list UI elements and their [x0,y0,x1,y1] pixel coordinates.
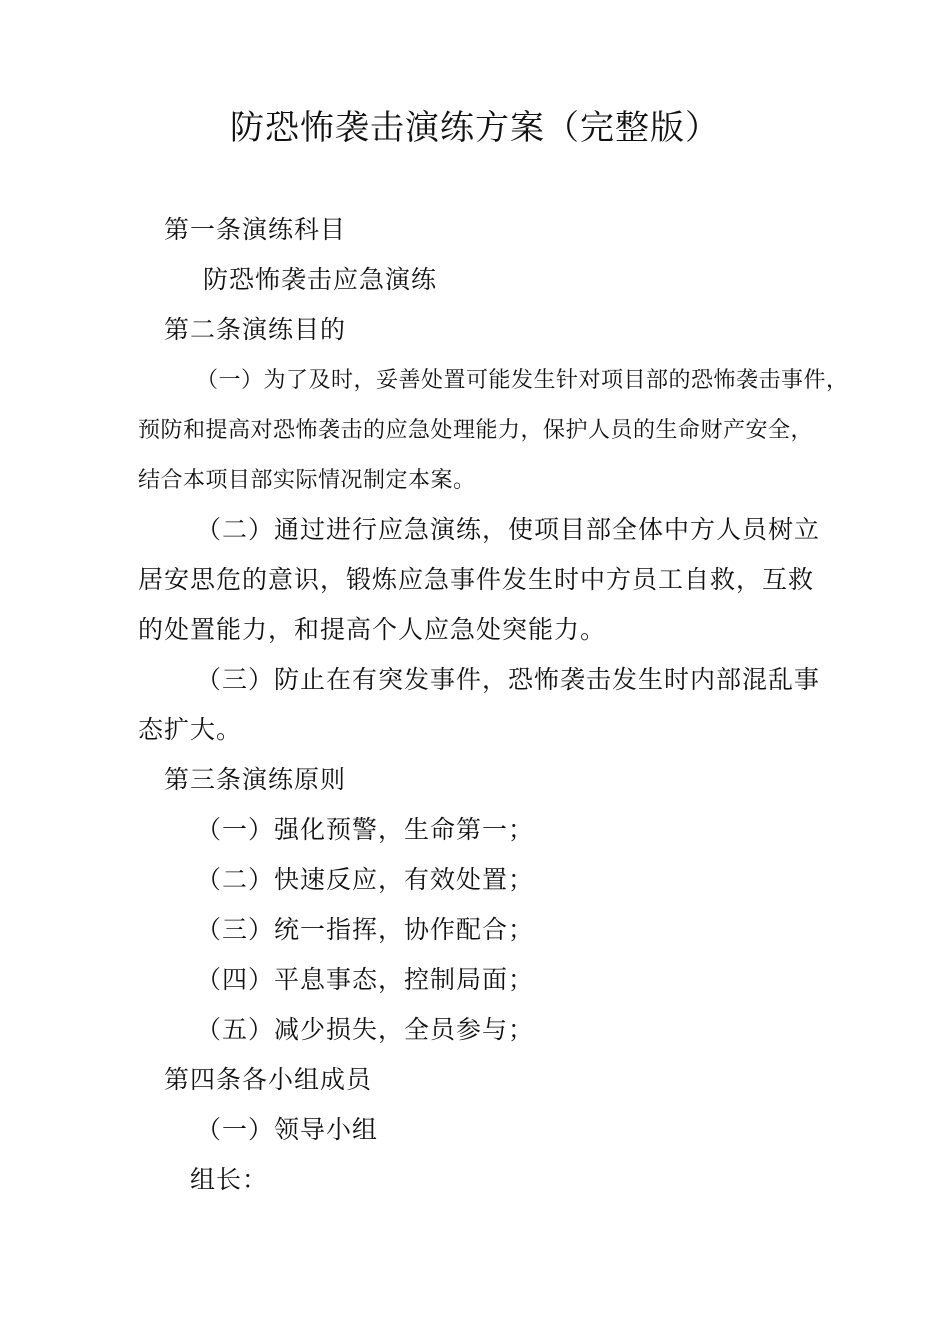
principle-item: （二）快速反应，有效处置； [196,865,535,894]
paragraph-line: 结合本项目部实际情况制定本案。 [138,468,476,493]
paragraph-line: （一）为了及时，妥善处置可能发生针对项目部的恐怖袭击事件， [196,368,849,393]
principle-item: （三）统一指挥，协作配合； [196,915,535,944]
paragraph-line: （三）防止在有突发事件，恐怖袭击发生时内部混乱事 [196,665,821,694]
principle-item: （五）减少损失，全员参与； [196,1015,535,1044]
paragraph-line: （二）通过进行应急演练，使项目部全体中方人员树立 [196,515,821,544]
article-1-heading: 第一条演练科目 [164,215,347,244]
document-title: 防恐怖袭击演练方案（完整版） [230,108,720,148]
paragraph-line: 预防和提高对恐怖袭击的应急处理能力，保护人员的生命财产安全， [138,418,814,443]
paragraph-line: 态扩大。 [138,715,243,744]
group-leader-label: 组长： [190,1165,269,1194]
article-2-heading: 第二条演练目的 [164,315,347,344]
group-heading: （一）领导小组 [196,1115,379,1144]
paragraph-line: 居安思危的意识，锻炼应急事件发生时中方员工自救，互救 [138,565,815,594]
article-4-heading: 第四条各小组成员 [164,1065,373,1094]
article-3-heading: 第三条演练原则 [164,765,347,794]
paragraph-line: 的处置能力，和提高个人应急处突能力。 [138,615,607,644]
principle-item: （四）平息事态，控制局面； [196,965,535,994]
article-1-content: 防恐怖袭击应急演练 [203,265,438,294]
principle-item: （一）强化预警，生命第一； [196,815,535,844]
